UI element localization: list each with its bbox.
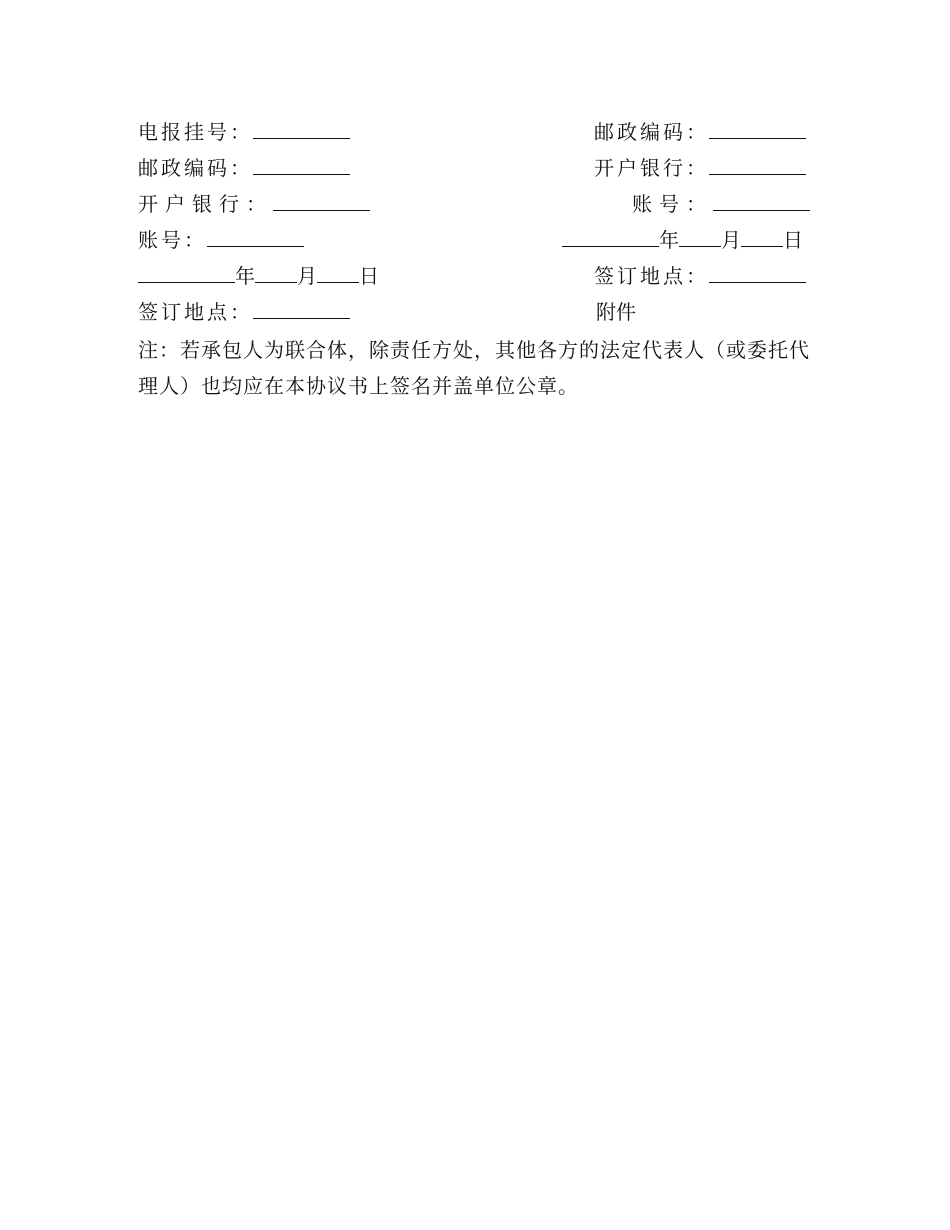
right-date-row bbox=[562, 226, 803, 254]
right-postal-code-row bbox=[594, 118, 806, 146]
left-date-year-label: 年 bbox=[235, 264, 255, 288]
right-sign-place-row bbox=[594, 262, 806, 290]
right-date-day-blank bbox=[741, 226, 783, 247]
right-sign-place-blank bbox=[709, 262, 806, 283]
left-bank-row bbox=[138, 190, 370, 218]
right-date-month-blank bbox=[679, 226, 721, 247]
right-date-day-label: 日 bbox=[783, 228, 803, 252]
right-postal-code-label: 邮政编码： bbox=[594, 120, 709, 144]
left-telegraph-row bbox=[138, 118, 350, 146]
right-account-label: 账号： bbox=[632, 192, 713, 216]
right-bank-blank bbox=[709, 154, 806, 175]
right-attachment-label: 附件 bbox=[596, 300, 636, 324]
right-date-year-blank bbox=[562, 226, 659, 247]
left-sign-place-label: 签订地点： bbox=[138, 300, 253, 324]
left-date-day-label: 日 bbox=[359, 264, 379, 288]
right-postal-code-blank bbox=[709, 118, 806, 139]
left-sign-place-row bbox=[138, 298, 350, 326]
left-postal-code-blank bbox=[253, 154, 350, 175]
right-date-month-label: 月 bbox=[721, 228, 741, 252]
left-account-label: 账号： bbox=[138, 228, 207, 252]
left-date-year-blank bbox=[138, 262, 235, 283]
left-bank-blank bbox=[273, 190, 370, 211]
right-date-year-label: 年 bbox=[659, 228, 679, 252]
right-account-blank bbox=[713, 190, 810, 211]
right-bank-label: 开户银行： bbox=[594, 156, 709, 180]
left-telegraph-label: 电报挂号： bbox=[138, 120, 253, 144]
left-bank-label: 开户银行： bbox=[138, 192, 273, 216]
left-account-row bbox=[138, 226, 304, 254]
left-date-month-blank bbox=[255, 262, 297, 283]
left-date-month-label: 月 bbox=[297, 264, 317, 288]
right-sign-place-label: 签订地点： bbox=[594, 264, 709, 288]
left-date-day-blank bbox=[317, 262, 359, 283]
left-account-blank bbox=[207, 226, 304, 247]
left-telegraph-blank bbox=[253, 118, 350, 139]
left-date-row bbox=[138, 262, 379, 290]
joint-venture-note: 注：若承包人为联合体，除责任方处，其他各方的法定代表人（或委托代理人）也均应在本协议书上签名并盖单位公章。 bbox=[138, 338, 810, 398]
left-postal-code-row bbox=[138, 154, 350, 182]
left-sign-place-blank bbox=[253, 298, 350, 319]
right-bank-row bbox=[594, 154, 806, 182]
right-account-row bbox=[632, 190, 810, 218]
right-attachment-row bbox=[596, 298, 636, 326]
left-postal-code-label: 邮政编码： bbox=[138, 156, 253, 180]
